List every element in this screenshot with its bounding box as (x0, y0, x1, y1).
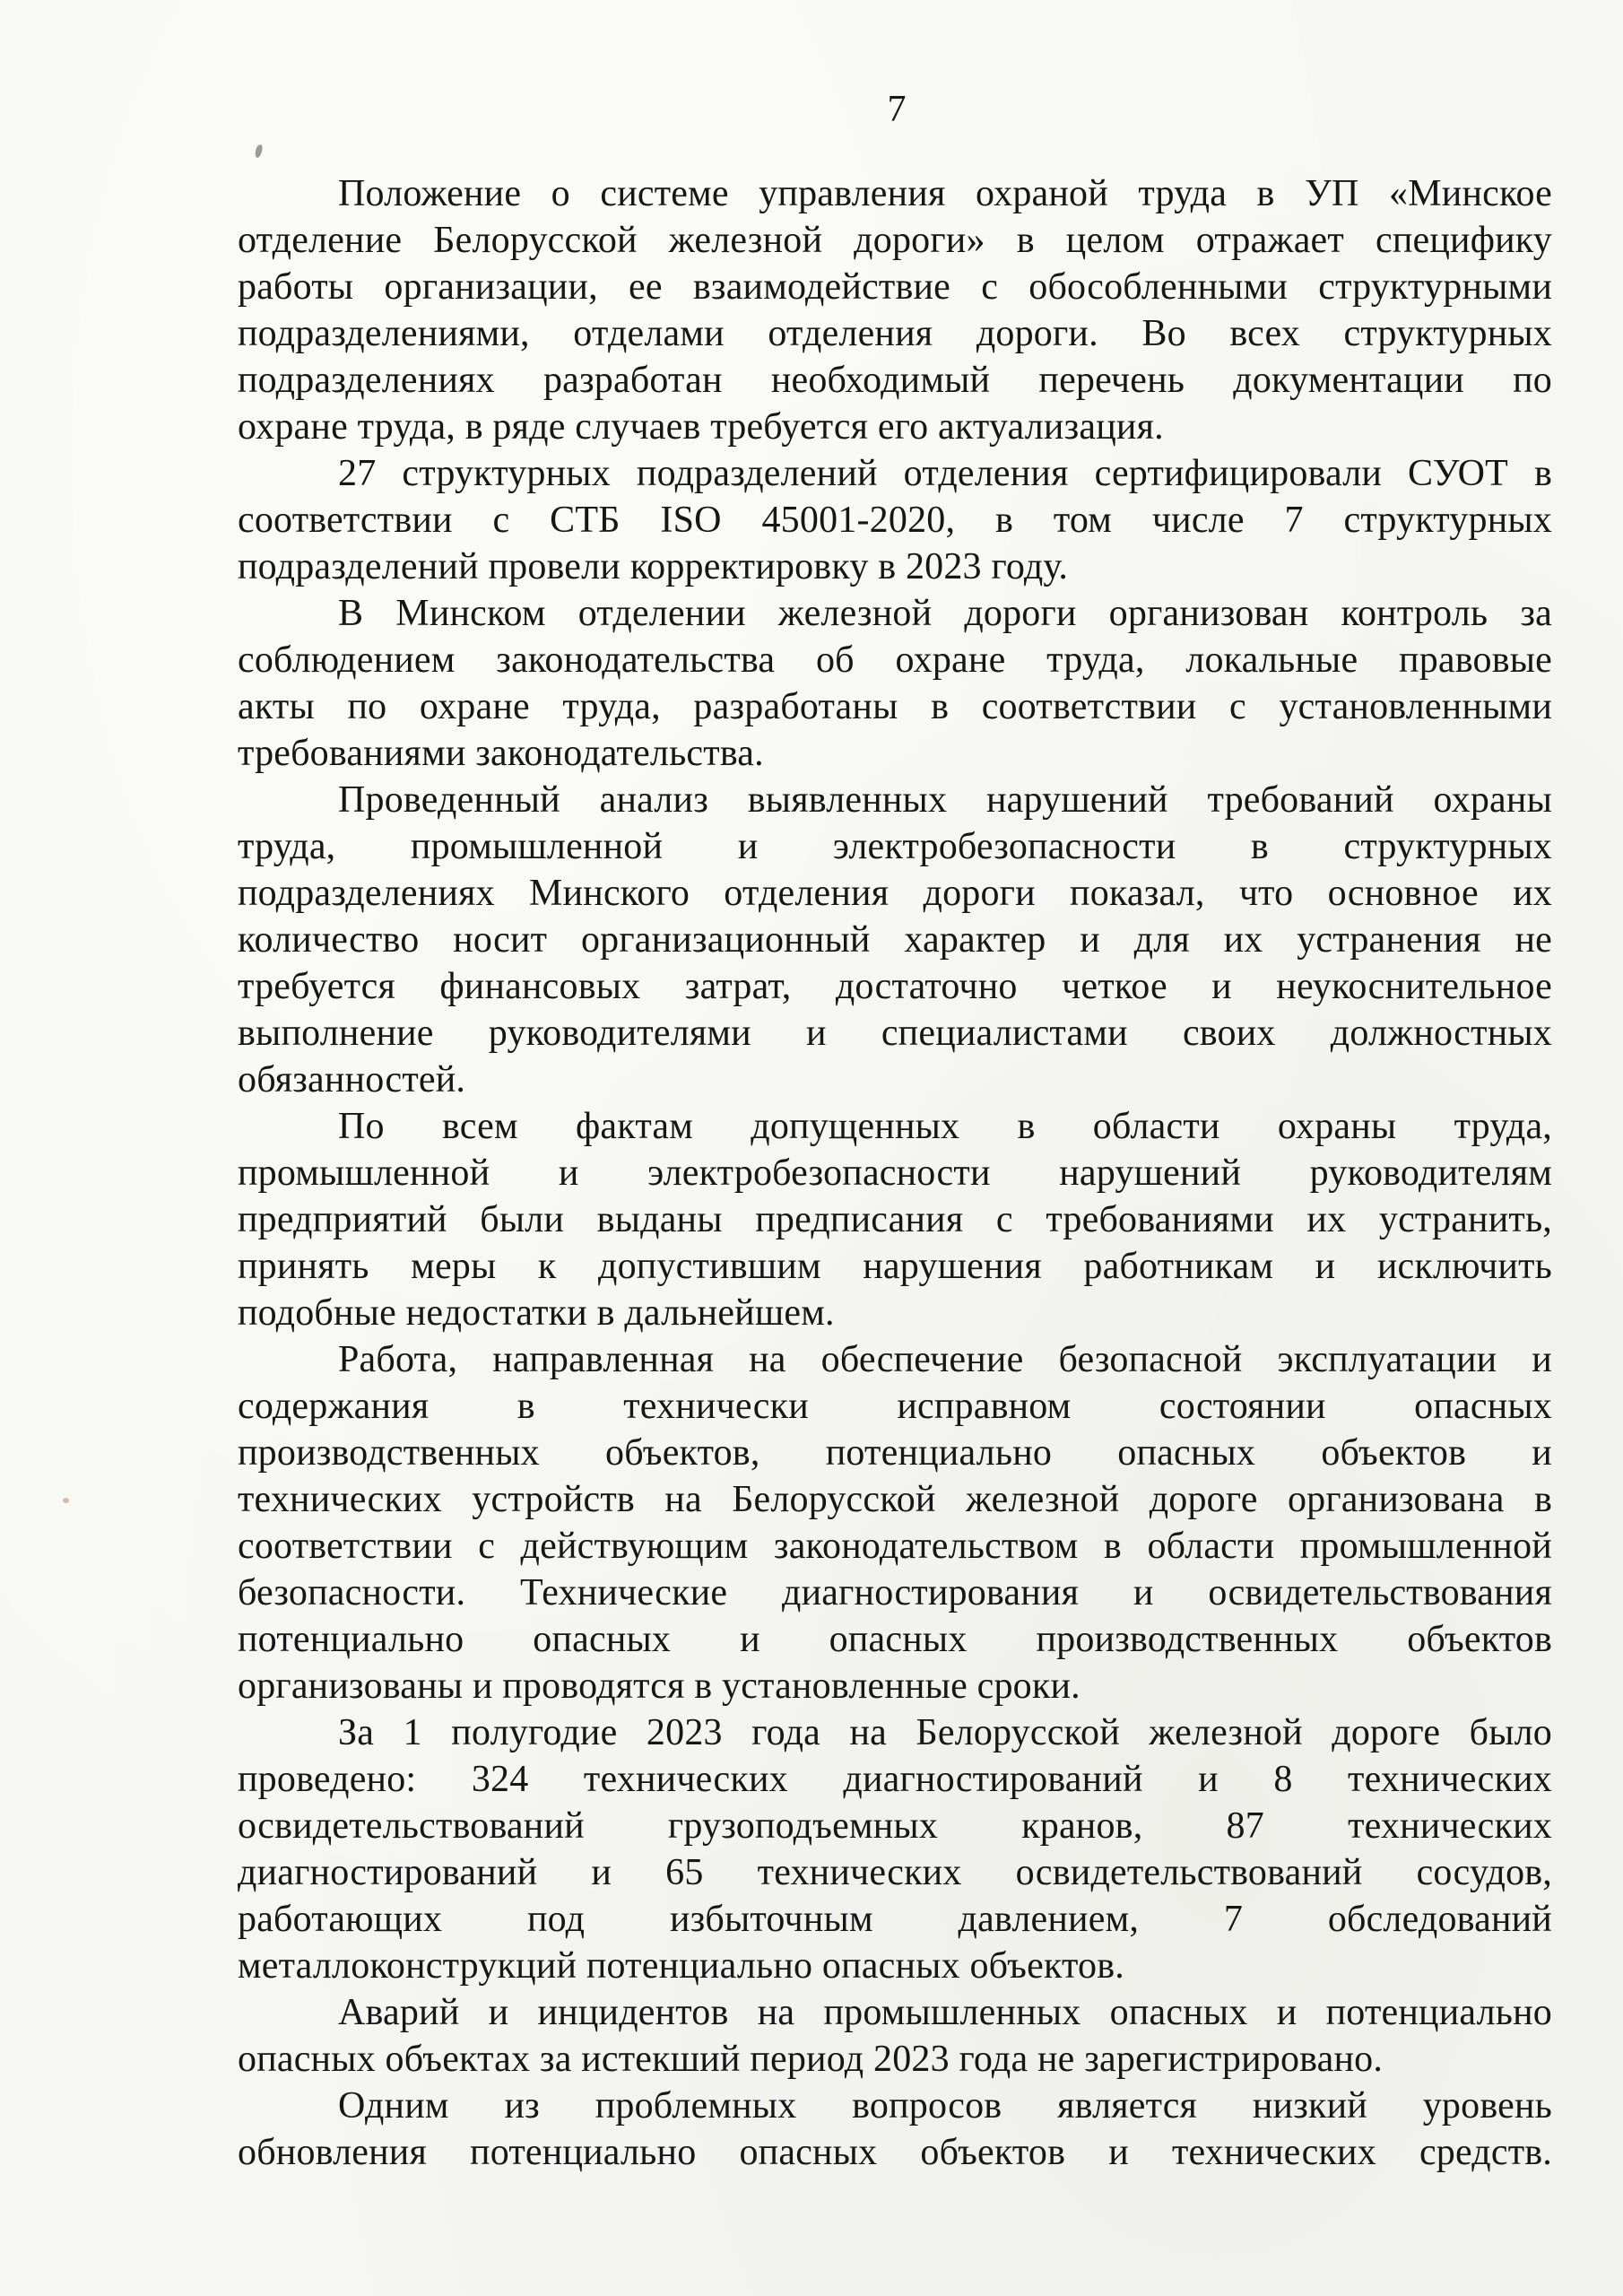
paragraph (238, 1989, 1552, 2083)
text-line: потенциально опасных и опасных производственных объектов (238, 1619, 1552, 1660)
paragraph (238, 1336, 1552, 1709)
text-line: По всем фактам допущенных в области охраны труда, (338, 1106, 1552, 1147)
text-line: выполнение руководителями и специалистами своих должностных (238, 1013, 1552, 1054)
scan-dot-artifact (63, 1498, 69, 1503)
text-line: работы организации, ее взаимодействие с обособленными структурными (238, 266, 1552, 308)
text-line: работающих под избыточным давлением, 7 обследований (238, 1899, 1552, 1940)
text-line: проведено: 324 технических диагностирований и 8 технических (238, 1759, 1552, 1800)
text-line: 27 структурных подразделений отделения сертифицировали СУОТ в (338, 453, 1552, 494)
text-line: требованиями законодательства. (238, 733, 764, 774)
document-body (238, 170, 1552, 2176)
text-line: принять меры к допустившим нарушения работникам и исключить (238, 1246, 1552, 1287)
text-line: технических устройств на Белорусской железной дороге организована в (238, 1479, 1552, 1520)
text-line: подразделениями, отделами отделения дороги. Во всех структурных (238, 313, 1552, 354)
scan-speck-artifact (254, 144, 263, 158)
paragraph (238, 170, 1552, 450)
text-line: Положение о системе управления охраной труда в УП «Минское (338, 173, 1552, 214)
paragraph (238, 2083, 1552, 2176)
text-line: обновления потенциально опасных объектов и технических средств. (238, 2132, 1552, 2173)
page-number: 7 (887, 89, 907, 130)
paragraph (238, 777, 1552, 1103)
text-line: промышленной и электробезопасности нарушений руководителям (238, 1152, 1552, 1194)
text-line: производственных объектов, потенциально опасных объектов и (238, 1432, 1552, 1474)
text-line: соблюдением законодательства об охране труда, локальные правовые (238, 639, 1552, 681)
text-line: Работа, направленная на обеспечение безопасной эксплуатации и (338, 1339, 1552, 1380)
text-line: обязанностей. (238, 1059, 466, 1100)
text-line: соответствии с СТБ ISO 45001-2020, в том числе 7 структурных (238, 500, 1552, 541)
text-line: освидетельствований грузоподъемных кранов, 87 технических (238, 1805, 1552, 1847)
text-line: отделение Белорусской железной дороги» в целом отражает специфику (238, 220, 1552, 261)
text-line: предприятий были выданы предписания с требованиями их устранить, (238, 1199, 1552, 1240)
text-line: опасных объектах за истекший период 2023 года не зарегистрировано. (238, 2039, 1384, 2080)
text-line: содержания в технически исправном состоянии опасных (238, 1386, 1552, 1427)
text-line: За 1 полугодие 2023 года на Белорусской железной дороге было (338, 1712, 1552, 1753)
paragraph (238, 1709, 1552, 1989)
text-line: подразделениях Минского отделения дороги показал, что основное их (238, 873, 1552, 914)
paragraph (238, 590, 1552, 777)
text-line: охране труда, в ряде случаев требуется его актуализация. (238, 406, 1164, 448)
text-line: количество носит организационный характер и для их устранения не (238, 919, 1552, 961)
text-line: безопасности. Технические диагностирования и освидетельствования (238, 1572, 1552, 1613)
text-line: В Минском отделении железной дороги организован контроль за (338, 593, 1552, 634)
text-line: соответствии с действующим законодательством в области промышленной (238, 1526, 1552, 1567)
paragraph (238, 1103, 1552, 1336)
text-line: подразделениях разработан необходимый перечень документации по (238, 360, 1552, 401)
text-line: акты по охране труда, разработаны в соответствии с установленными (238, 686, 1552, 727)
text-line: требуется финансовых затрат, достаточно четкое и неукоснительное (238, 966, 1552, 1007)
text-line: Проведенный анализ выявленных нарушений требований охраны (338, 779, 1552, 821)
text-line: организованы и проводятся в установленные сроки. (238, 1665, 1081, 1707)
text-line: труда, промышленной и электробезопасности в структурных (238, 826, 1552, 867)
paragraph (238, 450, 1552, 590)
text-line: диагностирований и 65 технических освидетельствований сосудов, (238, 1852, 1552, 1893)
text-line: Аварий и инцидентов на промышленных опасных и потенциально (338, 1992, 1552, 2033)
text-line: металлоконструкций потенциально опасных объектов. (238, 1945, 1124, 1987)
text-line: подобные недостатки в дальнейшем. (238, 1292, 835, 1334)
text-line: подразделений провели корректировку в 2023 году. (238, 546, 1069, 587)
text-line: Одним из проблемных вопросов является низкий уровень (338, 2085, 1552, 2126)
